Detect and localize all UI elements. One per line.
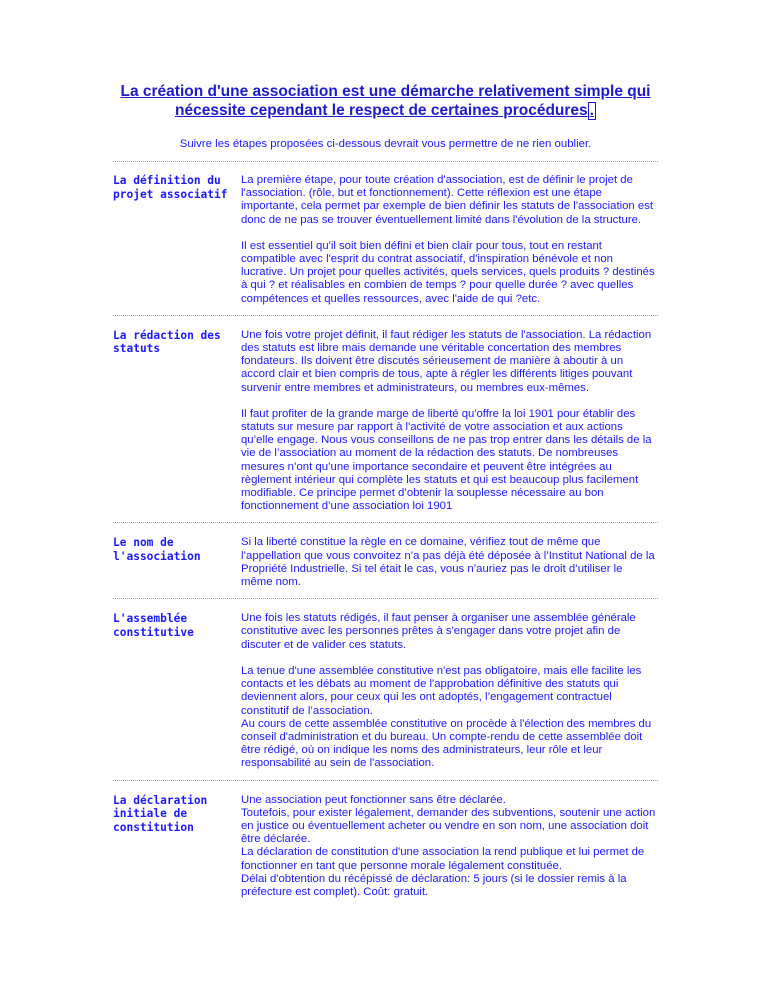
section-content (241, 174, 656, 306)
section-divider (113, 780, 658, 781)
section-divider (113, 161, 658, 162)
section-definition (113, 174, 658, 306)
section-paragraph: Une fois les statuts rédigés, il faut penser à organiser une assemblée générale constitutive avec les personnes prêtes à s'engager dans votre projet afin de discuter et de valider ces statuts. (241, 612, 636, 651)
section-paragraph: La première étape, pour toute création d'association, est de définir le projet de l'association. (rôle, but et fonctionnement). Cette réflexion est une étape importante, cela permet par exemple de bien définir les statuts de l'association est donc de ne pas se trouver éventuellement limité dans l'évolution de la structure. (241, 174, 654, 226)
section-nom (113, 536, 658, 589)
section-content (241, 536, 656, 589)
title-line-1: La création d'une association est une démarche relativement simple qui (120, 83, 651, 100)
section-paragraph: Une fois votre projet définit, il faut rédiger les statuts de l'association. La rédaction des statuts est libre mais demande une véritable concertation des membres fondateurs. Ils doivent être discutés sérieusement de manière à aboutir à un accord clair et bien compris de tous, apte à régler les différents litiges pouvant survenir entre membres et administrateurs, ou membres eux-mêmes. (241, 328, 652, 394)
section-paragraph: La tenue d'une assemblée constitutive n'est pas obligatoire, mais elle facilite les contacts et les débats au moment de l'approbation définitive des statuts qui deviennent alors, pour ceux qui les ont adoptés, l’engagement contractuel constitutif de l’association. Au cours de cette assemblée constitutive on procède à l'élection des membres du conseil d'administration et du bureau. Un compte-rendu de cette assemblée doit être rédigé, où on indique les noms des administrateurs, leur rôle et leur responsabilité au sein de l'association. (241, 664, 652, 770)
section-paragraph: Il est essentiel qu'il soit bien défini et bien clair pour tous, tout en restant compatible avec l'esprit du contrat associatif, d'inspiration bénévole et non lucrative. Un projet pour quelles activités, quels services, quels produits ? destinés à qui ? et réalisables en combien de temps ? pour quelle durée ? avec quelles compétences et quelles ressources, avec l'aide de qui ?etc. (241, 239, 655, 305)
section-declaration (113, 794, 658, 900)
section-divider (113, 598, 658, 599)
section-content (241, 612, 656, 770)
title-final-dot: . (589, 102, 594, 119)
section-divider (113, 522, 658, 523)
section-heading: Le nom de l'association (113, 536, 201, 563)
section-assemblee (113, 612, 658, 770)
section-divider (113, 315, 658, 316)
section-heading: La définition du projet associatif (113, 174, 228, 201)
section-statuts (113, 329, 658, 514)
title-line-2: nécessite cependant le respect de certaines procédures (175, 102, 588, 119)
page-title (113, 82, 658, 120)
intro-text: Suivre les étapes proposées ci-dessous devrait vous permettre de ne rien oublier. (179, 138, 592, 150)
section-paragraph: Il faut profiter de la grande marge de liberté qu'offre la loi 1901 pour établir des statuts sur mesure par rapport à l'activité de votre association et aux actions qu’elle engage. Nous vous conseillons de ne pas trop entrer dans les détails de la vie de l’association au moment de la rédaction des statuts. De nombreuses mesures n’ont qu’une importance secondaire et peuvent être intégrées au règlement intérieur qui complète les statuts et qui est beaucoup plus facilement modifiable. Ce principe permet d’obtenir la souplesse nécessaire au bon fonctionnement d’une association loi 1901 (241, 407, 652, 513)
section-heading: L'assemblée constitutive (113, 612, 194, 639)
section-paragraph: Si la liberté constitue la règle en ce domaine, vérifiez tout de même que l’appellation que vous convoitez n’a pas déjà été déposée à l’Institut National de la Propriété Industrielle. Si tel était le cas, vous n’auriez pas le droit d’utiliser le même nom. (241, 536, 655, 589)
document-page (113, 82, 658, 899)
section-paragraph: Une association peut fonctionner sans être déclarée. Toutefois, pour exister légalement, demander des subventions, soutenir une action en justice ou éventuellement acheter ou vendre en son nom, une association doit être déclarée. La déclaration de constitution d'une association la rend publique et lui permet de fonctionner en tant que personne morale légalement constituée. Délai d'obtention du récépissé de déclaration: 5 jours (si le dossier remis à la préfecture est complet). Coût: gratuit. (241, 793, 656, 898)
section-heading: La déclaration initiale de constitution (113, 793, 208, 834)
section-heading: La rédaction des statuts (113, 328, 221, 356)
section-content (241, 794, 656, 900)
section-content (241, 329, 656, 514)
